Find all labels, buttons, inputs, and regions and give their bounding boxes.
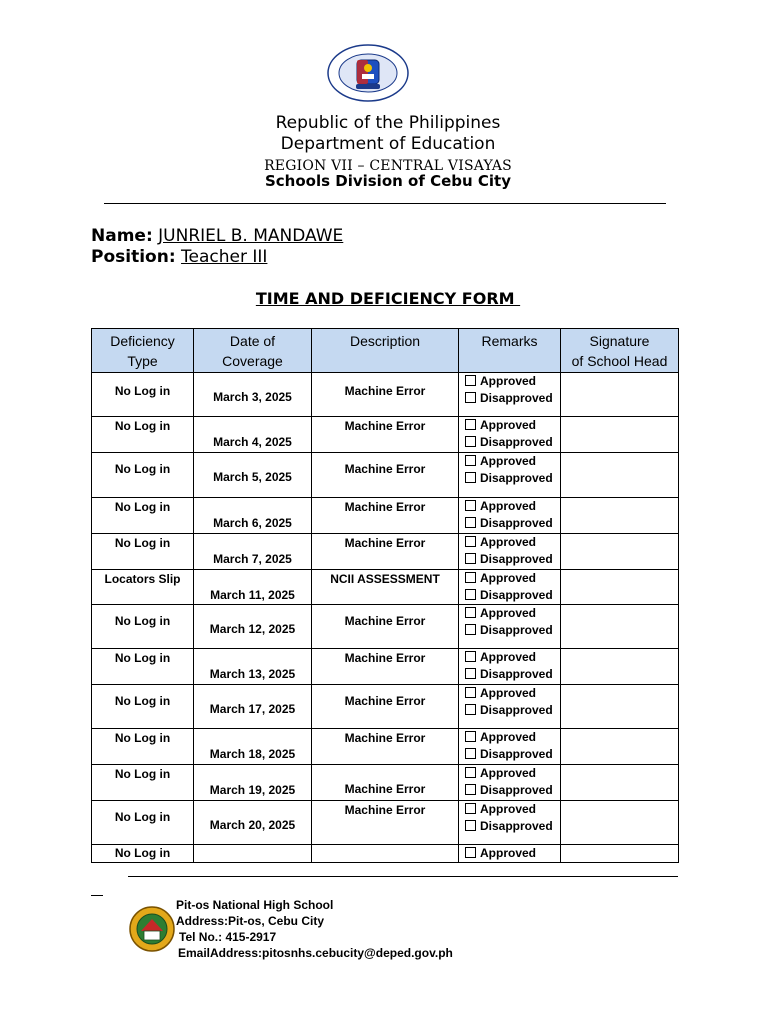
school-telephone: Tel No.: 415-2917 [179,930,277,944]
disapproved-label: Disapproved [480,552,553,566]
description-cell [312,845,459,863]
disapproved-label: Disapproved [480,783,553,797]
name-field [91,226,343,246]
deficiency-type-text: No Log in [114,614,171,628]
deficiency-type-text: Locators Slip [104,572,181,586]
disapproved-option[interactable] [459,434,560,451]
description-cell [312,605,459,649]
approved-option[interactable] [459,845,560,862]
deficiency-type-text: No Log in [114,500,171,514]
approved-checkbox[interactable] [465,731,476,742]
remarks-cell [459,729,561,765]
coverage-date-cell [194,729,312,765]
description-cell [312,453,459,498]
disapproved-option[interactable] [459,551,560,568]
signature-cell[interactable] [561,453,679,498]
remarks-cell [459,417,561,453]
disapproved-label: Disapproved [480,747,553,761]
deficiency-type-text: No Log in [114,767,171,781]
table-row [92,534,679,570]
remarks-cell [459,570,561,605]
disapproved-checkbox[interactable] [465,392,476,403]
approved-option[interactable] [459,685,560,702]
footer-divider [128,876,678,877]
table-row [92,845,679,863]
table-header-row [92,329,679,373]
disapproved-option[interactable] [459,515,560,532]
disapproved-checkbox[interactable] [465,472,476,483]
approved-checkbox[interactable] [465,455,476,466]
remarks-cell [459,453,561,498]
description-cell [312,729,459,765]
coverage-date-cell [194,765,312,801]
country-line: Republic of the Philippines [275,113,501,133]
remarks-cell [459,801,561,845]
description-cell [312,685,459,729]
department-line: Department of Education [280,134,496,154]
remarks-cell [459,845,561,863]
approved-checkbox[interactable] [465,687,476,698]
deficiency-type-cell [92,534,194,570]
footer-dash [91,895,103,896]
disapproved-label: Disapproved [480,588,553,602]
coverage-date-cell [194,605,312,649]
deficiency-type-cell [92,373,194,417]
deficiency-type-cell [92,685,194,729]
deficiency-type-text: No Log in [114,462,171,476]
approved-label: Approved [480,730,537,744]
name-label: Name: [91,226,153,246]
approved-checkbox[interactable] [465,572,476,583]
description-text: Machine Error [344,731,426,745]
approved-option[interactable] [459,498,560,515]
approved-option[interactable] [459,765,560,782]
description-cell [312,417,459,453]
coverage-date-text: March 7, 2025 [213,552,292,566]
deficiency-type-cell [92,649,194,685]
description-cell [312,373,459,417]
coverage-date-text: March 3, 2025 [213,390,292,404]
signature-cell[interactable] [561,685,679,729]
deficiency-type-cell [92,570,194,605]
description-text: Machine Error [344,651,426,665]
disapproved-option[interactable] [459,702,560,719]
description-text: NCII ASSESSMENT [330,572,440,586]
table-row [92,765,679,801]
signature-cell[interactable] [561,605,679,649]
coverage-date-text: March 11, 2025 [210,588,295,602]
description-text: Machine Error [344,803,426,817]
approved-option[interactable] [459,649,560,666]
deficiency-type-text: No Log in [114,810,171,824]
division-line: Schools Division of Cebu City [264,172,512,190]
approved-checkbox[interactable] [465,767,476,778]
coverage-date-text: March 6, 2025 [213,516,292,530]
approved-option[interactable] [459,801,560,818]
description-text: Machine Error [344,500,426,514]
approved-label: Approved [480,802,537,816]
disapproved-label: Disapproved [480,819,553,833]
signature-cell[interactable] [561,534,679,570]
description-cell [312,801,459,845]
approved-label: Approved [480,418,537,432]
approved-label: Approved [480,499,537,513]
disapproved-checkbox[interactable] [465,589,476,600]
approved-label: Approved [480,606,537,620]
coverage-date-text: March 5, 2025 [213,470,292,484]
disapproved-label: Disapproved [480,667,553,681]
deped-seal-icon [326,44,410,102]
description-text: Machine Error [344,384,426,398]
remarks-cell [459,373,561,417]
approved-checkbox[interactable] [465,607,476,618]
deficiency-type-cell [92,605,194,649]
deficiency-type-text: No Log in [114,419,171,433]
approved-label: Approved [480,650,537,664]
coverage-date-cell [194,685,312,729]
signature-cell[interactable] [561,801,679,845]
coverage-date-cell [194,417,312,453]
table-row [92,570,679,605]
disapproved-option[interactable] [459,587,560,604]
deficiency-type-text: No Log in [114,731,171,745]
disapproved-checkbox[interactable] [465,624,476,635]
approved-option[interactable] [459,417,560,434]
signature-cell[interactable] [561,417,679,453]
disapproved-checkbox[interactable] [465,784,476,795]
description-cell [312,649,459,685]
position-label: Position: [91,247,176,267]
coverage-date-text: March 12, 2025 [209,622,296,636]
approved-option[interactable] [459,729,560,746]
position-field [91,247,267,267]
coverage-date-cell [194,570,312,605]
header-remarks: Remarks [459,329,561,373]
deficiency-type-cell [92,845,194,863]
description-text: Machine Error [344,536,426,550]
disapproved-checkbox[interactable] [465,668,476,679]
coverage-date-cell [194,453,312,498]
deficiency-type-cell [92,417,194,453]
signature-cell[interactable] [561,765,679,801]
disapproved-checkbox[interactable] [465,553,476,564]
deficiency-type-text: No Log in [114,384,171,398]
coverage-date-cell [194,845,312,863]
description-cell [312,570,459,605]
region-line: REGION VII – CENTRAL VISAYAS [264,158,512,174]
signature-cell[interactable] [561,845,679,863]
table-row [92,685,679,729]
approved-option[interactable] [459,373,560,390]
deficiency-type-cell [92,453,194,498]
header-date-of-coverage: Date of Coverage [194,329,312,373]
remarks-cell [459,685,561,729]
coverage-date-cell [194,649,312,685]
approved-checkbox[interactable] [465,803,476,814]
signature-cell[interactable] [561,498,679,534]
approved-option[interactable] [459,453,560,470]
deficiency-type-cell [92,498,194,534]
deficiency-type-text: No Log in [114,846,171,860]
disapproved-checkbox[interactable] [465,820,476,831]
description-cell [312,765,459,801]
disapproved-label: Disapproved [480,435,553,449]
description-text: Machine Error [344,694,426,708]
approved-checkbox[interactable] [465,536,476,547]
disapproved-option[interactable] [459,390,560,407]
table-row [92,498,679,534]
remarks-cell [459,649,561,685]
table-row [92,729,679,765]
approved-label: Approved [480,686,537,700]
deficiency-type-text: No Log in [114,651,171,665]
coverage-date-text: March 17, 2025 [209,702,296,716]
approved-checkbox[interactable] [465,419,476,430]
disapproved-option[interactable] [459,666,560,683]
school-logo-icon [129,905,175,953]
coverage-date-text: March 20, 2025 [209,818,296,832]
coverage-date-cell [194,801,312,845]
deficiency-type-cell [92,729,194,765]
deficiency-type-cell [92,801,194,845]
header-description: Description [312,329,459,373]
approved-label: Approved [480,766,537,780]
approved-checkbox[interactable] [465,651,476,662]
disapproved-label: Disapproved [480,391,553,405]
description-text: Machine Error [344,614,426,628]
remarks-cell [459,765,561,801]
table-row [92,453,679,498]
signature-cell[interactable] [561,570,679,605]
deficiency-type-cell [92,765,194,801]
approved-option[interactable] [459,570,560,587]
deficiency-type-text: No Log in [114,694,171,708]
approved-option[interactable] [459,605,560,622]
header-deficiency-type: Deficiency Type [92,329,194,373]
disapproved-checkbox[interactable] [465,436,476,447]
table-row [92,649,679,685]
signature-cell[interactable] [561,729,679,765]
description-text: Machine Error [344,419,426,433]
disapproved-label: Disapproved [480,516,553,530]
school-address: Address:Pit-os, Cebu City [176,914,325,928]
description-text: Machine Error [344,782,426,796]
coverage-date-text: March 13, 2025 [209,667,296,681]
approved-label: Approved [480,571,537,585]
disapproved-checkbox[interactable] [465,704,476,715]
disapproved-label: Disapproved [480,703,553,717]
disapproved-option[interactable] [459,782,560,799]
header-divider [104,203,666,204]
approved-label: Approved [480,535,537,549]
school-name: Pit-os National High School [176,898,334,912]
approved-label: Approved [480,454,537,468]
approved-label: Approved [480,374,537,388]
disapproved-option[interactable] [459,746,560,763]
header-signature: Signature of School Head [561,329,679,373]
name-value: JUNRIEL B. MANDAWE [158,226,344,246]
coverage-date-cell [194,498,312,534]
table-row [92,801,679,845]
disapproved-checkbox[interactable] [465,748,476,759]
table-row [92,605,679,649]
disapproved-label: Disapproved [480,623,553,637]
approved-checkbox[interactable] [465,375,476,386]
deficiency-type-text: No Log in [114,536,171,550]
signature-cell[interactable] [561,373,679,417]
description-text: Machine Error [344,462,426,476]
signature-cell[interactable] [561,649,679,685]
coverage-date-text: March 4, 2025 [213,435,292,449]
approved-checkbox[interactable] [465,847,476,858]
approved-checkbox[interactable] [465,500,476,511]
coverage-date-cell [194,534,312,570]
coverage-date-text: March 18, 2025 [209,747,296,761]
coverage-date-text: March 19, 2025 [209,783,296,797]
form-title: TIME AND DEFICIENCY FORM [255,289,521,308]
deficiency-table [91,328,679,863]
disapproved-option[interactable] [459,470,560,487]
remarks-cell [459,534,561,570]
remarks-cell [459,498,561,534]
approved-label: Approved [480,846,537,860]
position-value: Teacher III [181,247,268,267]
disapproved-option[interactable] [459,622,560,639]
disapproved-label: Disapproved [480,471,553,485]
description-cell [312,534,459,570]
description-cell [312,498,459,534]
school-email: EmailAddress:pitosnhs.cebucity@deped.gov.ph [178,946,453,960]
table-row [92,373,679,417]
disapproved-option[interactable] [459,818,560,835]
coverage-date-cell [194,373,312,417]
approved-option[interactable] [459,534,560,551]
disapproved-checkbox[interactable] [465,517,476,528]
table-row [92,417,679,453]
remarks-cell [459,605,561,649]
